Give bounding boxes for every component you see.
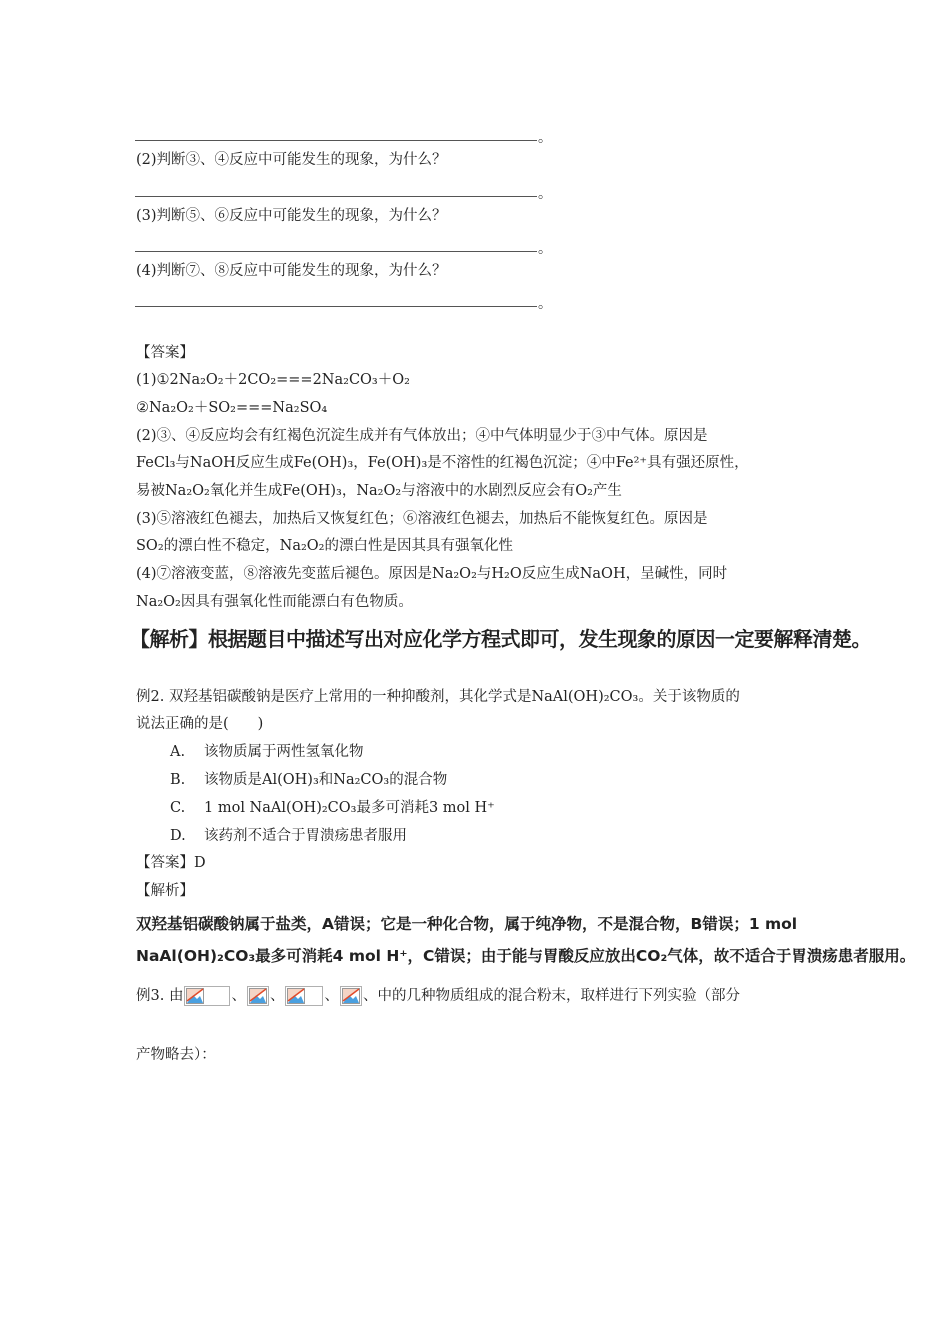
answer-blank-line-1 (135, 140, 537, 141)
example-3-prefix: 例3. 由 (136, 988, 184, 1004)
example-3-line-2: 产物略去）： (136, 1047, 216, 1063)
answer-line-4: FeCl₃与NaOH反应生成Fe(OH)₃，Fe(OH)₃是不溶性的红褐色沉淀；④中Fe²⁺具有强还原性， (136, 455, 749, 471)
option-a (170, 742, 364, 762)
answer-blank-line-2 (135, 196, 537, 197)
answer-line-1: (1)①2Na₂O₂＋2CO₂===2Na₂CO₃＋O₂ (136, 372, 410, 388)
answer-blank-line-4 (135, 306, 537, 307)
example-3-line-1 (136, 986, 740, 1006)
option-c-text: 1 mol NaAl(OH)₂CO₃最多可消耗3 mol H⁺ (204, 800, 495, 816)
answer-line-7: SO₂的漂白性不稳定，Na₂O₂的漂白性是因其具有强氧化性 (136, 538, 513, 554)
question-3: (3)判断⑤、⑥反应中可能发生的现象，为什么？ (136, 208, 447, 224)
answer-line-9: Na₂O₂因具有强氧化性而能漂白有色物质。 (136, 594, 413, 610)
example-3-separator-1: 、 (231, 988, 246, 1004)
answer-heading: 【答案】 (136, 345, 194, 361)
example-3-separator-2: 、 (269, 988, 285, 1004)
option-b-text: 该物质是Al(OH)₃和Na₂CO₃的混合物 (204, 772, 448, 788)
broken-image-icon (247, 986, 269, 1006)
broken-image-icon (340, 986, 362, 1006)
broken-image-icon (184, 986, 230, 1006)
blank-end-mark-3: 。 (538, 241, 552, 257)
answer-line-8: (4)⑦溶液变蓝，⑧溶液先变蓝后褪色。原因是Na₂O₂与H₂O反应生成NaOH，呈碱性，同时 (136, 566, 728, 582)
broken-image-icon (285, 986, 323, 1006)
answer-blank-line-3 (135, 251, 537, 252)
blank-end-mark-1: 。 (538, 130, 552, 146)
option-a-letter: A. (170, 744, 186, 760)
analysis-1: 【解析】根据题目中描述写出对应化学方程式即可，发生现象的原因一定要解释清楚。 (130, 627, 871, 651)
answer-line-6: (3)⑤溶液红色褪去，加热后又恢复红色；⑥溶液红色褪去，加热后不能恢复红色。原因是 (136, 511, 708, 527)
example-3-separator-3: 、 (324, 988, 339, 1004)
option-d-text: 该药剂不适合于胃溃疡患者服用 (204, 828, 407, 844)
question-4: (4)判断⑦、⑧反应中可能发生的现象，为什么？ (136, 263, 447, 279)
option-a-text: 该物质属于两性氢氧化物 (204, 744, 364, 760)
option-d-letter: D. (170, 828, 186, 844)
example-2-analysis-line-1: 双羟基铝碳酸钠属于盐类，A错误；它是一种化合物，属于纯净物，不是混合物，B错误；1 mol (136, 915, 798, 933)
answer-line-2: ②Na₂O₂＋SO₂===Na₂SO₄ (136, 400, 328, 416)
example-2-analysis-heading: 【解析】 (136, 883, 194, 899)
example-3-suffix: 、中的几种物质组成的混合粉末，取样进行下列实验（部分 (362, 988, 740, 1004)
option-c (170, 798, 495, 818)
option-b-letter: B. (170, 772, 186, 788)
question-2: (2)判断③、④反应中可能发生的现象，为什么？ (136, 152, 447, 168)
blank-end-mark-2: 。 (538, 186, 552, 202)
example-2-analysis-line-2: NaAl(OH)₂CO₃最多可消耗4 mol H⁺，C错误；由于能与胃酸反应放出CO₂气体，故不适合于胃溃疡患者服用。 (136, 947, 916, 965)
answer-line-5: 易被Na₂O₂氧化并生成Fe(OH)₃，Na₂O₂与溶液中的水剧烈反应会有O₂产生 (136, 483, 622, 499)
answer-line-3: (2)③、④反应均会有红褐色沉淀生成并有气体放出；④中气体明显少于③中气体。原因是 (136, 428, 708, 444)
option-c-letter: C. (170, 800, 186, 816)
example-2-answer: 【答案】D (136, 855, 206, 871)
example-2-stem-line-2: 说法正确的是( ) (136, 716, 264, 732)
option-d (170, 826, 407, 846)
blank-end-mark-4: 。 (538, 296, 552, 312)
example-2-stem-line-1: 例2. 双羟基铝碳酸钠是医疗上常用的一种抑酸剂，其化学式是NaAl(OH)₂CO₃。关于该物质的 (136, 689, 740, 705)
option-b (170, 770, 447, 790)
